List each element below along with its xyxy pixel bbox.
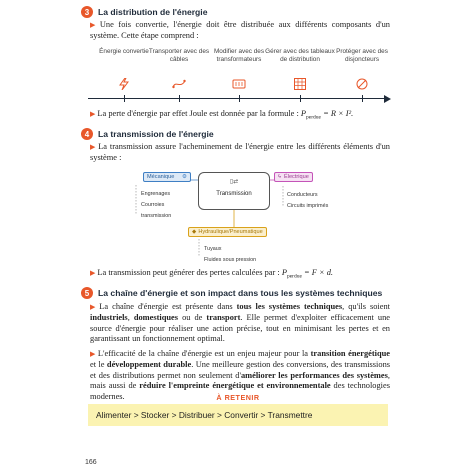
section-3-number: 3 [81,6,93,18]
paragraph-text: et le [90,359,107,369]
bold-term: transition énergétique [310,349,391,358]
bullet-arrow-icon: ▶ [90,21,98,29]
paragraph-text: , mais aussi de [90,370,390,391]
paragraph-text: L'efficacité de la chaîne d'énergie est un enjeu majeur pour la [97,349,311,358]
hydraulique-items: Tuyaux Fluides sous pression [204,246,257,263]
bullet-arrow-icon: ▶ [90,143,97,151]
battery-icon: ▯⇄ [229,179,239,185]
electrique-tag: ϟ Électrique [274,172,313,182]
hydraulique-tag: ◆ Hydraulique/Pneumatique [188,227,267,237]
section-5-title: La chaîne d'énergie et son impact dans tous les systèmes techniques [98,288,383,298]
section-4-title: La transmission de l'énergie [98,129,214,139]
bullet-arrow-icon: ▶ [90,303,98,311]
bold-term: réduire l'empreinte énergétique et environnementale [139,381,331,391]
paragraph-text: , qu'ils soient [342,302,390,311]
bullet-arrow-icon: ▶ [90,110,96,118]
page-number: 166 [85,459,97,466]
section-4-intro: ▶ La transmission assure l'acheminement de l'énergie entre les différents éléments d'un système : [90,142,390,162]
gear-icon: ⚙ [181,174,187,180]
section-5-number: 5 [81,287,93,299]
paragraph-text: , [127,312,134,322]
bold-term: transport [206,312,241,322]
mecanique-items: Engrenages Courroies transmission [141,191,172,219]
retenir-label: À RETENIR [216,393,260,402]
paragraph-text: . Une meilleure gestion des conversions, des transmissions et des distributions permet non seulement d' [90,359,391,380]
distribution-step-label: Gérer avec des tableaux de distribution [265,48,335,63]
lightning-icon: ϟ [278,174,281,180]
bold-term: domestiques [133,312,179,322]
paragraph-text: . Elle permet d'exploiter efficacement une source d'énergie pour réaliser une action précise, tout en minimisant les pertes et en garantissant un fonctionnement optimal. [90,312,391,344]
bullet-arrow-icon: ▶ [90,350,96,358]
distribution-step-label: Énergie convertie [99,48,149,55]
section-4-loss: ▶ La transmission peut générer des pertes calculées par : $P_{perdue} = F \times d$. [90,268,333,280]
droplet-icon: ◆ [192,229,197,235]
electrique-items: Conducteurs Circuits imprimés [287,192,329,209]
distribution-step-label: Protéger avec des disjoncteurs [336,48,388,63]
retenir-chain: Alimenter > Stocker > Distribuer > Convertir > Transmettre [96,410,313,420]
bold-term: industriels [90,312,128,322]
transmission-box: ▯⇄ Transmission [198,172,270,210]
paragraph-text: La chaîne d'énergie est présente dans [99,302,237,311]
section-4-number: 4 [81,128,93,140]
bold-term: développement durable [106,359,192,369]
section-5-heading [81,287,382,299]
bold-term: tous les systèmes techniques [236,302,343,311]
section-3-loss: ▶ La perte d'énergie par effet Joule est donnée par la formule : $P_{perdue} = R \times I^2$. [90,109,354,121]
distribution-step-label: Modifier avec des transformateurs [213,48,265,63]
paragraph-text: des technologies modernes. [90,381,390,402]
bold-term: améliorer les performances des systèmes [240,370,388,380]
distribution-step-label: Transporter avec des câbles [148,48,210,63]
section-5-paragraph-1 [90,302,390,345]
section-3-intro: ▶ Une fois convertie, l'énergie doit être distribuée aux différents composants d'un système. Cette étape comprend : [90,20,390,40]
paragraph-text: ou de [178,312,207,322]
section-3-title: La distribution de l'énergie [98,7,208,17]
bullet-arrow-icon: ▶ [90,269,96,277]
mecanique-tag: Mécanique ⚙ [143,172,191,182]
